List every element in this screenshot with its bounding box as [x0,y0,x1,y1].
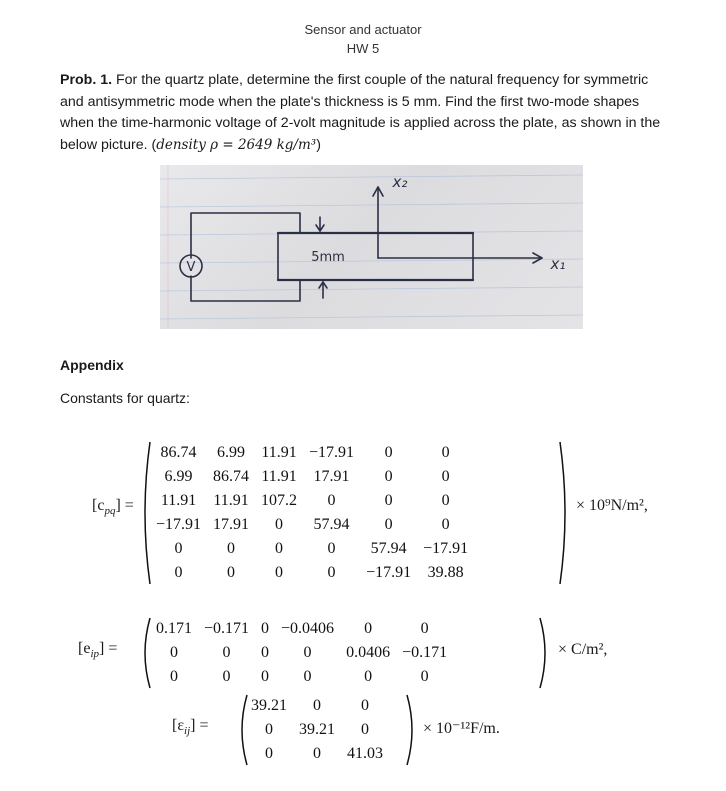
problem-line-4: below picture. (density ρ = 2649 kg/m³) [60,136,321,153]
epsij-cell: 0 [313,697,321,714]
eip-cell: 0.171 [156,620,192,637]
epsij-cell: 0 [265,745,273,762]
cpq-cell: 57.94 [313,516,350,533]
eip-cell: −0.171 [402,644,448,661]
epsij-cell: 0 [265,721,273,738]
density-expression: density ρ = 2649 kg/m³ [156,136,317,153]
notebook-lines [160,175,583,319]
eip-cell: 0.0406 [346,644,391,661]
cpq-matrix [140,440,570,586]
eip-row [150,641,453,665]
epsij-matrix [237,693,417,767]
epsij-row [245,742,389,766]
eip-cell: −0.0406 [281,620,335,637]
voltage-label: V [186,260,196,275]
eip-cell: −0.171 [204,620,250,637]
cpq-cell: −17.91 [309,444,355,461]
epsij-cell: 0 [313,745,321,762]
course-title: Sensor and actuator [304,22,422,37]
assignment-label: HW 5 [346,41,380,56]
cpq-cell: −17.91 [423,540,469,557]
cpq-cell: 0 [227,540,236,557]
cpq-cell: 17.91 [213,516,250,533]
cpq-cell: 6.99 [164,468,193,485]
epsij-cell: 39.21 [299,721,335,738]
cpq-cell: 0 [275,540,284,557]
epsij-row [245,694,389,718]
cpq-cell: 0 [275,564,284,581]
cpq-label: $[c_{pq}]$ = [92,497,134,518]
cpq-right-paren [558,440,570,586]
cpq-cell: 0 [227,564,236,581]
epsij-label: $[\varepsilon_{ij}]$ = [172,717,209,738]
cpq-cell: 0 [174,540,183,557]
problem-line-3: when the time-harmonic voltage of 2-volt magnitude is applied across the plate, as shown in the [60,115,661,131]
cpq-row [150,465,474,489]
cpq-cell: 0 [441,444,450,461]
cpq-cell: 0 [441,468,450,485]
eip-cell: 0 [364,668,373,685]
cpq-cell: 57.94 [370,540,407,557]
quartz-plate-figure [160,165,583,329]
cpq-table [150,441,474,585]
eip-cell: 0 [261,668,270,685]
cpq-cell: −17.91 [366,564,412,581]
eip-row [150,665,453,689]
x2-label: x₂ [392,173,408,191]
epsij-cell: 41.03 [347,745,383,762]
cpq-cell: 0 [174,564,183,581]
eip-cell: 0 [222,644,231,661]
epsij-cell: 0 [361,697,369,714]
eip-cell: 0 [420,668,429,685]
constants-subtitle: Constants for quartz: [60,390,190,406]
cpq-cell: 11.91 [160,492,197,509]
appendix-heading: Appendix [60,357,124,373]
cpq-row [150,561,474,585]
eip-right-paren [538,616,550,690]
cpq-cell: 6.99 [217,444,246,461]
eip-table [150,617,453,689]
cpq-cell: 86.74 [213,468,250,485]
cpq-cell: 39.88 [427,564,464,581]
epsij-cell: 39.21 [251,697,287,714]
epsij-unit: × 10⁻¹²F/m. [423,720,500,737]
cpq-cell: 107.2 [261,492,298,509]
cpq-cell: 11.91 [261,444,297,461]
figure-sketch [160,165,583,329]
cpq-cell: 0 [441,516,450,533]
problem-number: Prob. 1. [60,72,113,88]
eip-cell: 0 [420,620,429,637]
x1-label: x₁ [550,255,566,273]
cpq-cell: 0 [327,540,336,557]
eip-cell: 0 [261,644,270,661]
problem-statement [60,70,692,156]
cpq-cell: 0 [384,468,393,485]
eip-cell: 0 [303,644,312,661]
problem-line-1: Prob. 1. For the quartz plate, determine the first couple of the natural frequency for symmetric [60,72,649,88]
epsij-cell: 0 [361,721,369,738]
plate-rect [278,233,473,280]
cpq-row [150,441,474,465]
eip-cell: 0 [222,668,231,685]
cpq-row [150,489,474,513]
eip-cell: 0 [261,620,270,637]
epsij-right-paren [405,693,417,767]
eip-row [150,617,453,641]
cpq-cell: 11.91 [261,468,297,485]
cpq-cell: −17.91 [156,516,202,533]
cpq-cell: 17.91 [313,468,350,485]
thickness-label: 5mm [311,250,345,265]
eip-cell: 0 [170,668,178,685]
top-wire [191,213,300,258]
eip-matrix [140,616,550,690]
eip-label: $[e_{ip}]$ = [78,640,118,661]
problem-line-2: and antisymmetric mode when the plate's thickness is 5 mm. Find the first two-mode shapes [60,93,640,110]
eip-unit: × C/m², [558,641,608,658]
cpq-cell: 0 [327,564,336,581]
cpq-row [150,513,474,537]
cpq-cell: 11.91 [213,492,249,509]
eip-cell: 0 [303,668,312,685]
epsij-row [245,718,389,742]
cpq-unit: × 10⁹N/m², [576,497,648,514]
cpq-row [150,537,474,561]
eip-cell: 0 [364,620,373,637]
epsij-table [245,694,389,766]
cpq-cell: 0 [384,516,393,533]
cpq-cell: 0 [384,444,393,461]
cpq-cell: 0 [441,492,450,509]
eip-cell: 0 [170,644,178,661]
cpq-cell: 0 [275,516,284,533]
cpq-cell: 0 [327,492,336,509]
cpq-cell: 86.74 [160,444,197,461]
cpq-cell: 0 [384,492,393,509]
